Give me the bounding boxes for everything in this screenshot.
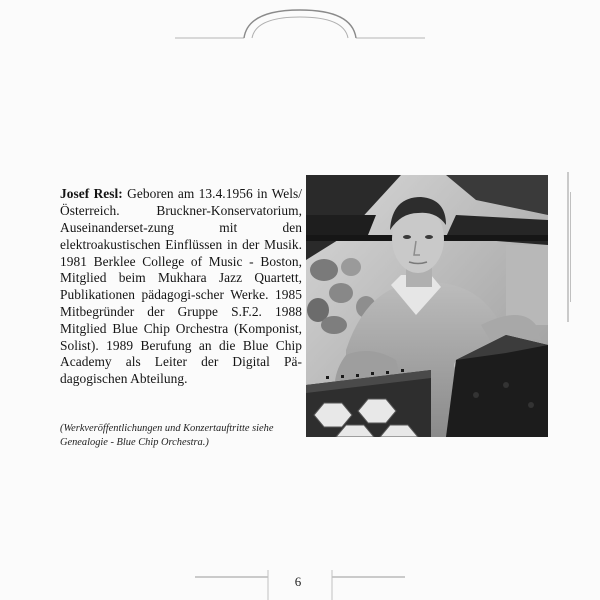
portrait-photo-icon xyxy=(306,175,548,437)
top-ornament-icon xyxy=(0,0,600,60)
author-name: Josef Resl: xyxy=(60,186,123,202)
biography-text xyxy=(60,186,302,388)
biography-body: Geboren am 13.4.1956 in Wels/Österreich. Bruckner-Konservatorium, Auseinanderset-zung mit den elektroakustischen Einflüssen in der Musik. 1981 Berklee College of Music - Boston, Mitglied beim Mukhara Jazz Quartett, Publikationen pädagogi-scher Werke. 1985 Mitbegründer der Gruppe S.F.2. 1988 Mitglied Blue Chip Orchestra (Komponist, Solist). 1989 Berufung an die Blue Chip Academy als Leiter der Digital Pä-dagogischen Abteilung. xyxy=(60,186,302,387)
portrait-photo xyxy=(306,175,548,437)
footnote: (Werkveröffentlichungen und Konzertauftritte siehe Genealogie - Blue Chip Orchestra.) xyxy=(60,423,274,448)
side-rule-icon xyxy=(566,172,572,322)
page-number: 6 xyxy=(294,574,302,589)
